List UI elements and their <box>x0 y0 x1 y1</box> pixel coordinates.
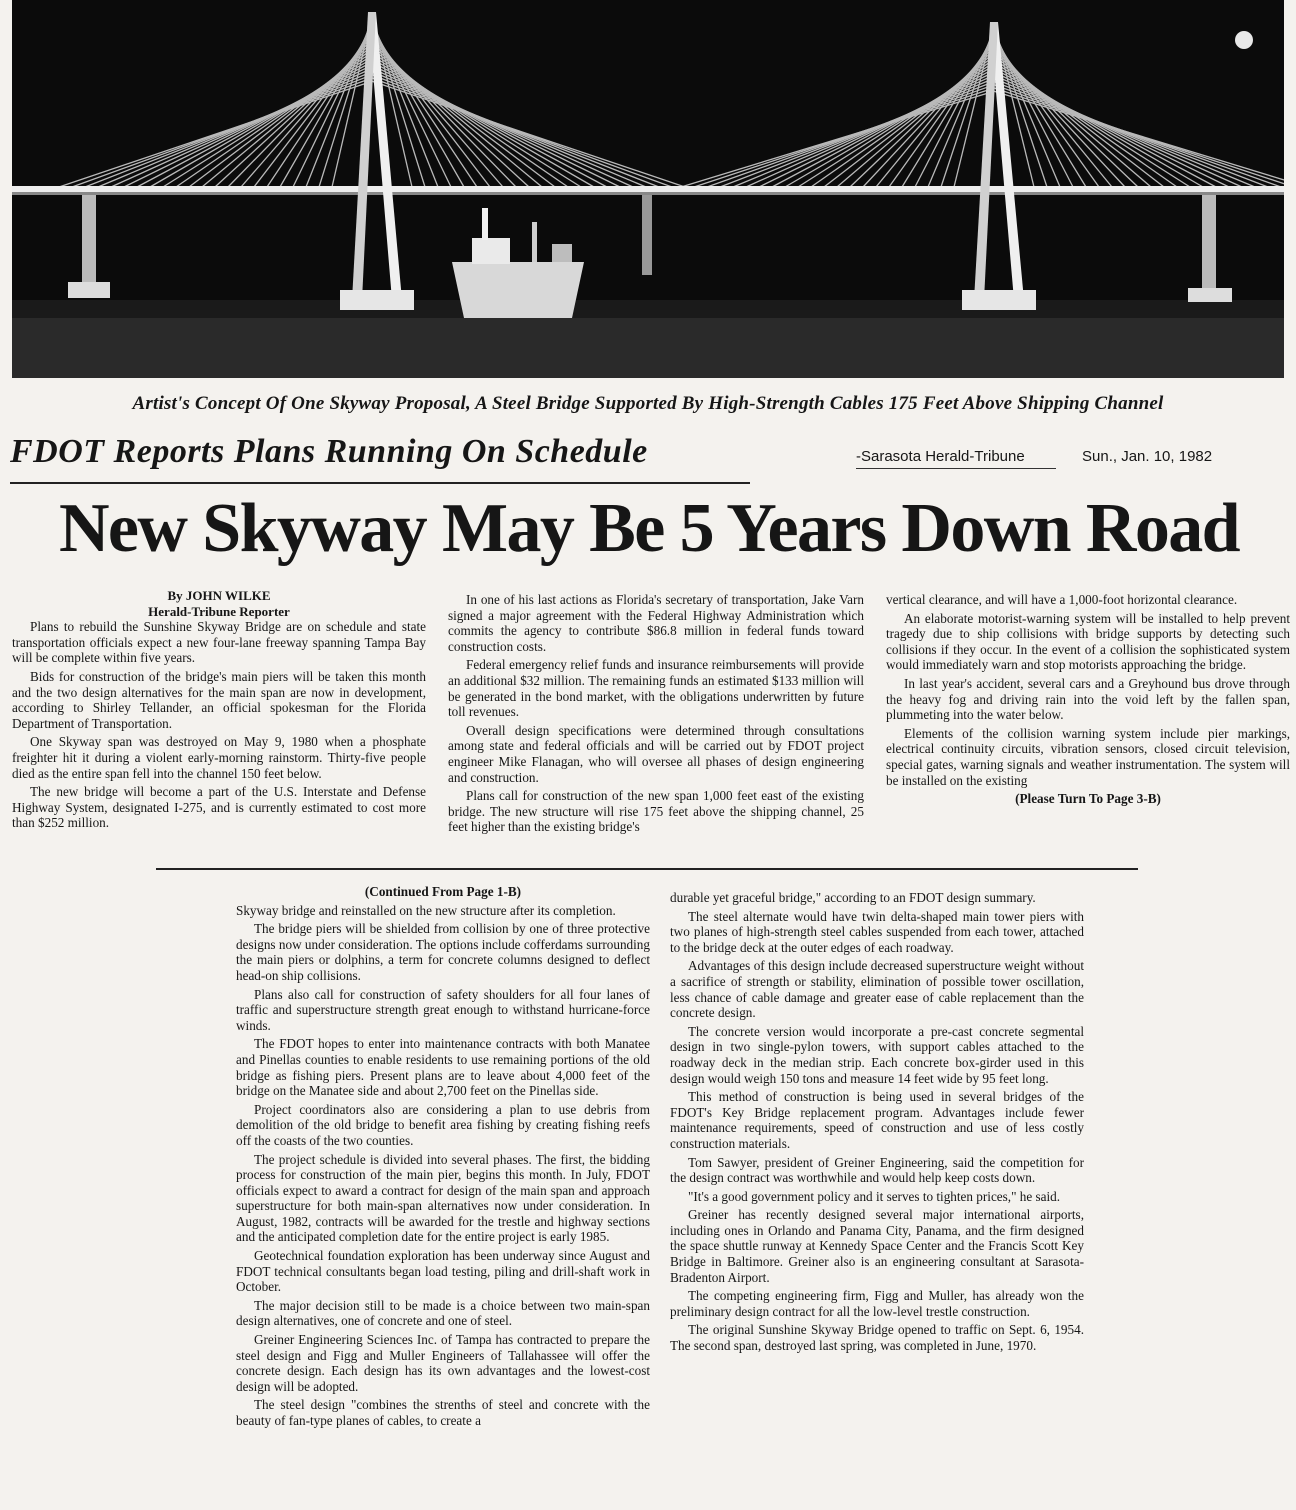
paragraph: Project coordinators also are considering a plan to use debris from demolition of the old bridge to benefit area fishing by creating fishing reefs off the coasts of the two counties. <box>236 1101 650 1148</box>
paragraph: The steel alternate would have twin delta-shaped main tower piers with two planes of high-strength steel cables suspended from each tower, attached to the bridge deck at the outer edges of each roadway. <box>670 908 1084 955</box>
paragraph: Tom Sawyer, president of Greiner Engineering, said the competition for the design contract was worthwhile and would help keep costs down. <box>670 1154 1084 1186</box>
bridge-concept-photo <box>12 0 1284 378</box>
turn-to-page-note: (Please Turn To Page 3-B) <box>1015 791 1161 807</box>
byline-title: Herald-Tribune Reporter <box>148 603 290 619</box>
publication-date: Sun., Jan. 10, 1982 <box>1082 448 1213 465</box>
paragraph: durable yet graceful bridge," according to an FDOT design summary. <box>670 890 1036 905</box>
main-headline: New Skyway May Be 5 Years Down Road <box>58 490 1239 567</box>
moon-shape <box>1235 31 1253 49</box>
article-column-1 <box>12 588 426 854</box>
continued-from-note: (Continued From Page 1-B) <box>364 884 522 899</box>
paragraph: In one of his last actions as Florida's secretary of transportation, Jake Varn signed a major agreement with the Federal Highway Administration which commits the agency to contribute $86.8 million in federal funds toward construction costs. <box>448 592 864 654</box>
bridge-illustration <box>12 0 1284 378</box>
kicker-headline: FDOT Reports Plans Running On Schedule <box>10 428 750 484</box>
photo-caption: Artist's Concept Of One Skyway Proposal, A Steel Bridge Supported By High-Strength Cables 175 Feet Above Shipping Channel <box>132 393 1164 414</box>
paragraph: The original Sunshine Skyway Bridge opened to traffic on Sept. 6, 1954. The second span, destroyed last spring, was completed in June, 1970. <box>670 1322 1084 1354</box>
paragraph: The concrete version would incorporate a pre-cast concrete segmental design in two single-pylon towers, with support cables attached to the roadway deck in the median strip. Each concrete box-girder used in this design would weigh 150 tons and measure 14 feet wide by 95 feet long. <box>670 1023 1084 1086</box>
paragraph: Bids for construction of the bridge's main piers will be taken this month and the two design alternatives for the main span are now in development, according to Shirley Tellander, an official spokesman for the Florida Department of Transportation. <box>12 668 426 731</box>
paragraph: Overall design specifications were determined through consultations among state and federal officials and will be carried out by FDOT project engineer Mike Flanagan, who will oversee all phases of design engineering and construction. <box>448 722 864 785</box>
paragraph: An elaborate motorist-warning system will be installed to help prevent tragedy due to ship collisions with bridge supports by detecting such collisions if they occur. In the event of a collision the sophisticated system would immediately warn and stop motorists approaching the bridge. <box>886 610 1290 673</box>
paragraph: This method of construction is being used in several bridges of the FDOT's Key Bridge replacement program. Advantages include fewer maintenance requirements, speed of construction and use of less costly construction materials. <box>670 1089 1084 1151</box>
paragraph: Greiner has recently designed several major international airports, including ones in Orlando and Panama City, Panama, and the firm designed the space shuttle runway at Kennedy Space Center and the Francis Scott Key Bridge in Baltimore. Greiner also is an engineering consultant at Sarasota-Bradenton Airport. <box>670 1207 1084 1285</box>
newspaper-source: -Sarasota Herald-Tribune <box>856 446 1056 469</box>
paragraph: Geotechnical foundation exploration has been underway since August and FDOT technical consultants began load testing, piling and drill-shaft work in October. <box>236 1248 650 1295</box>
continuation-column-1 <box>236 884 650 1504</box>
article-column-2 <box>448 592 864 854</box>
article-column-3 <box>886 592 1290 854</box>
continuation-column-2 <box>670 890 1084 1504</box>
paragraph: Plans call for construction of the new span 1,000 feet east of the existing bridge. The new structure will rise 175 feet above the shipping channel, 25 feet higher than the existing bridge's <box>448 788 864 835</box>
byline-author: By JOHN WILKE <box>167 588 271 603</box>
paragraph: Advantages of this design include decreased superstructure weight without a sacrifice of strength or stability, elimination of possible tower oscillation, less chance of cable damage and greater ease of cable replacement than the concrete design. <box>670 958 1084 1021</box>
paragraph: vertical clearance, and will have a 1,000-foot horizontal clearance. <box>886 592 1238 607</box>
paragraph: Plans to rebuild the Sunshine Skyway Bridge are on schedule and state transportation officials expect a new four-lane freeway spanning Tampa Bay will be complete within five years. <box>12 619 426 666</box>
paragraph: The major decision still to be made is a choice between two main-span design alternatives, one of concrete and one of steel. <box>236 1297 650 1329</box>
paragraph: Skyway bridge and reinstalled on the new structure after its completion. <box>236 902 616 918</box>
paragraph: The FDOT hopes to enter into maintenance contracts with both Manatee and Pinellas counties to enable residents to use remaining portions of the old bridge as fishing piers. Present plans are to leave about 4,000 feet of the bridge on the Manatee side and about 2,700 feet on the Pinellas side. <box>236 1036 650 1099</box>
paragraph: "It's a good government policy and it serves to tighten prices," he said. <box>688 1188 1061 1204</box>
section-divider <box>156 868 1138 870</box>
paragraph: The competing engineering firm, Figg and Muller, has already won the preliminary design contract for all the low-level trestle construction. <box>670 1288 1084 1319</box>
paragraph: Plans also call for construction of safety shoulders for all four lanes of traffic and superstructure strength great enough to withstand hurricane-force winds. <box>236 986 650 1033</box>
paragraph: Greiner Engineering Sciences Inc. of Tampa has contracted to prepare the steel design and Figg and Muller Engineers of Tallahassee will offer the concrete design. Each design has its own advantages and the lowest-cost design will be adopted. <box>236 1332 650 1394</box>
paragraph: In last year's accident, several cars and a Greyhound bus drove through the heavy fog and driving rain into the void left by the fallen span, plummeting into the water below. <box>886 675 1290 723</box>
paragraph: The new bridge will become a part of the U.S. Interstate and Defense Highway System, designated I-275, and is currently estimated to cost more than $252 million. <box>12 784 426 831</box>
paragraph: The steel design "combines the strenths of steel and concrete with the beauty of fan-type planes of cables, to create a <box>236 1397 650 1428</box>
paragraph: Federal emergency relief funds and insurance reimbursements will provide an additional $32 million. The remaining funds an estimated $133 million will be generated in the bond market, with the obligations underwritten by future toll revenues. <box>448 657 864 720</box>
paragraph: One Skyway span was destroyed on May 9, 1980 when a phosphate freighter hit it during a violent early-morning rainstorm. Thirty-five people died as the entire span fell into the channel 150 feet below. <box>12 734 426 781</box>
paragraph: Elements of the collision warning system include pier markings, electrical continuity circuits, vibration sensors, closed circuit television, special gates, warning signals and weather instrumentation. The system will be installed on the existing <box>886 725 1290 788</box>
paragraph: The bridge piers will be shielded from collision by one of three protective designs now under consideration. The options include cofferdams surrounding the main piers or dolphins, a term for concrete columns designed to deflect head-on ship collisions. <box>236 921 650 983</box>
paragraph: The project schedule is divided into several phases. The first, the bidding process for construction of the main pier, begins this month. In July, FDOT officials expect to award a contract for design of the main span and approach superstructure for both main-span alternatives now under consideration. In August, 1982, contracts will be awarded for the trestle and highway sections and the anticipated completion date for the entire project is early 1985. <box>236 1151 650 1245</box>
